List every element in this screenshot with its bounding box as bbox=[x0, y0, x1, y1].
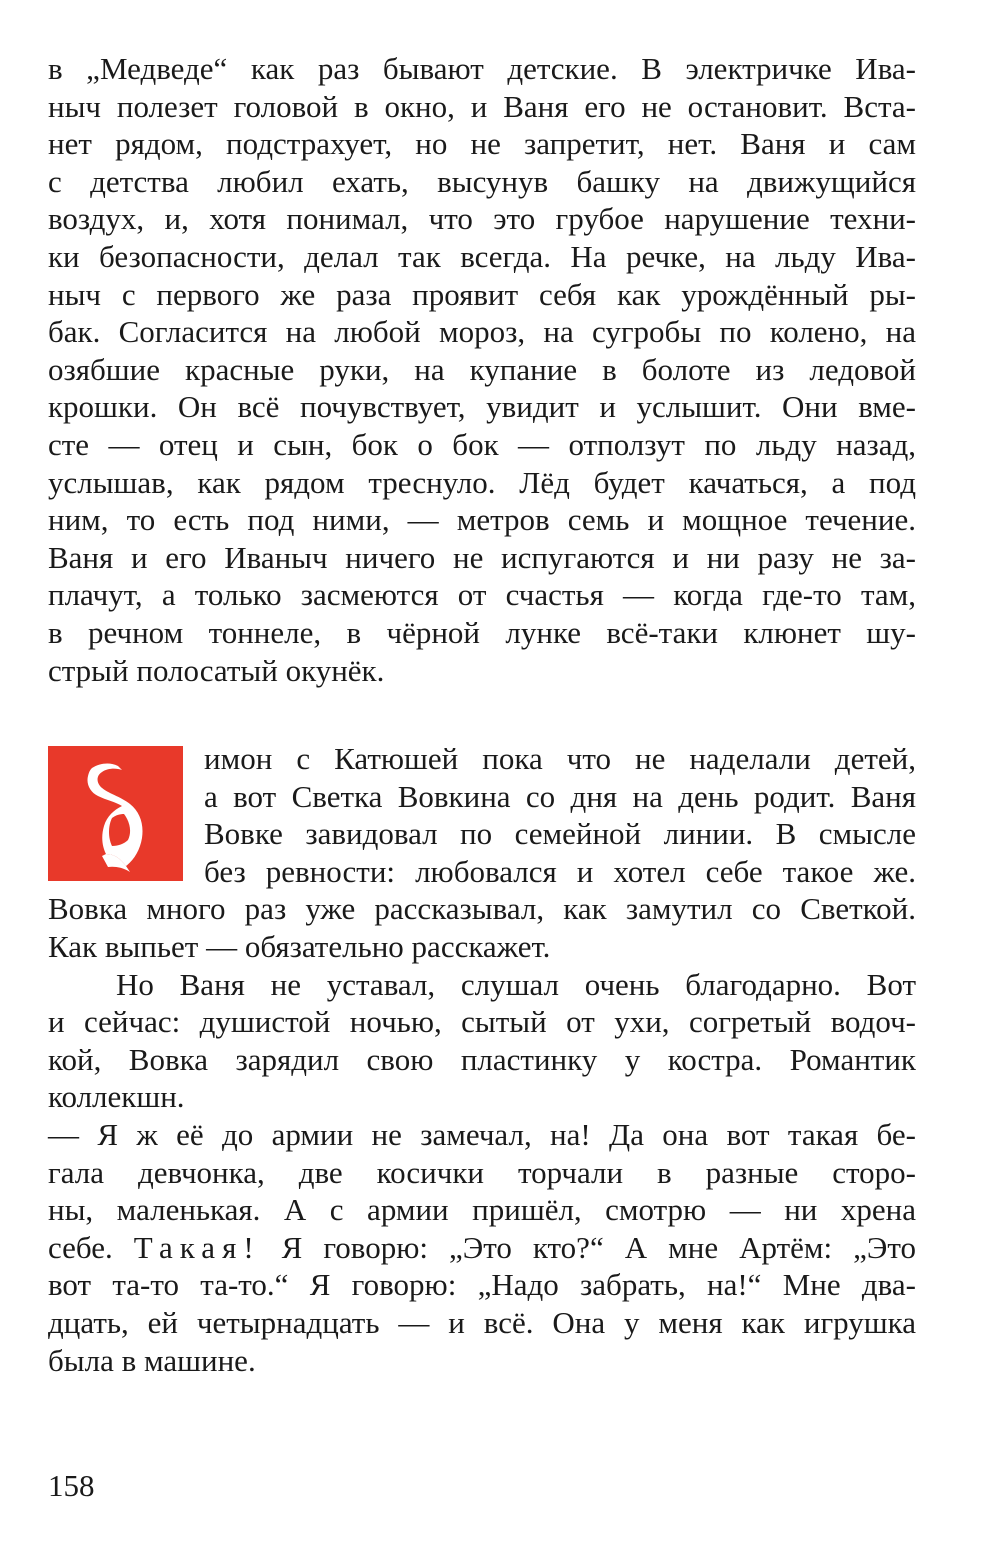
text-line: в речном тоннеле, в чёрной лунке всё-таки клюнет шу- bbox=[48, 614, 916, 650]
text-line: имон с Катюшей пока что не наделали детей, bbox=[204, 741, 916, 776]
text-line: воздух, и, хотя понимал, что это грубое нарушение техни- bbox=[48, 201, 916, 237]
spaced-emphasis-word: Такая! bbox=[133, 1229, 261, 1265]
text-line: коллекшн. bbox=[48, 1079, 185, 1115]
text-line: Как выпьет — обязательно расскажет. bbox=[48, 928, 551, 964]
text-line: дцать, ей четырнадцать — и всё. Она у меня как игрушка bbox=[48, 1304, 916, 1340]
text-fragment: Я говорю: „Это кто?“ А мне Артём: „Это bbox=[260, 1229, 916, 1265]
text-line: с детства любил ехать, высунув башку на движущийся bbox=[48, 163, 916, 199]
text-line: ныч с первого же раза проявит себя как урождённый ры- bbox=[48, 276, 916, 312]
text-line: Ваня и его Иваныч ничего не испугаются и ни разу не за- bbox=[48, 539, 916, 575]
text-fragment: себе. bbox=[48, 1229, 134, 1265]
text-line: гала девчонка, две косички торчали в разные сторо- bbox=[48, 1154, 916, 1190]
text-line: бак. Согласится на любой мороз, на сугробы по колено, на bbox=[48, 314, 916, 350]
text-block-top bbox=[48, 50, 916, 689]
text-line: плачут, а только засмеются от счастья — когда где-то там, bbox=[48, 577, 916, 613]
dropcap-d bbox=[48, 746, 183, 881]
text-line: а вот Светка Вовкина со дня на день родит. Ваня bbox=[204, 778, 916, 814]
text-line: стрый полосатый окунёк. bbox=[48, 652, 385, 688]
dropcap-letter-icon bbox=[48, 746, 183, 881]
page-number: 158 bbox=[48, 1468, 95, 1503]
text-line: озябшие красные руки, на купание в болоте из ледовой bbox=[48, 351, 916, 387]
text-line: в „Медведе“ как раз бывают детские. В электричке Ива- bbox=[48, 51, 916, 86]
text-line: ны, маленькая. А с армии пришёл, смотрю — ни хрена bbox=[48, 1192, 916, 1228]
text-line: без ревности: любовался и хотел себе такое же. bbox=[204, 853, 916, 889]
text-line: ки безопасности, делал так всегда. На речке, на льду Ива- bbox=[48, 238, 916, 274]
text-line: ним, то есть под ними, — метров семь и мощное течение. bbox=[48, 502, 916, 538]
text-line: ныч полезет головой в окно, и Ваня его не остановит. Вста- bbox=[48, 88, 916, 124]
text-line: и сейчас: душистой ночью, сытый от ухи, согретый водоч- bbox=[48, 1004, 916, 1040]
text-line: Вовке завидовал по семейной линии. В смысле bbox=[204, 816, 916, 852]
text-block-bottom bbox=[48, 740, 916, 1379]
text-line: вот та-то та-то.“ Я говорю: „Надо забрать, на!“ Мне два- bbox=[48, 1267, 916, 1303]
paragraph-ivanych bbox=[48, 50, 916, 689]
text-line: нет рядом, подстрахует, но не запретит, нет. Ваня и сам bbox=[48, 126, 916, 162]
text-line: услышав, как рядом треснуло. Лёд будет качаться, а под bbox=[48, 464, 916, 500]
text-line: была в машине. bbox=[48, 1342, 256, 1378]
text-line: — Я ж её до армии не замечал, на! Да она вот такая бе- bbox=[48, 1116, 916, 1152]
text-line: сте — отец и сын, бок о бок — отползут по льду назад, bbox=[48, 426, 916, 462]
text-line: Вовка много раз уже рассказывал, как замутил со Светкой. bbox=[48, 891, 916, 927]
text-line: Но Ваня не уставал, слушал очень благодарно. Вот bbox=[116, 966, 916, 1002]
paragraph-vanya bbox=[48, 966, 916, 1116]
text-line: кой, Вовка зарядил свою пластинку у костра. Романтик bbox=[48, 1041, 916, 1077]
text-line-with-spaced-word bbox=[48, 1229, 916, 1267]
paragraph-dialogue bbox=[48, 1116, 916, 1379]
text-line: крошки. Он всё почувствует, увидит и услышит. Они вме- bbox=[48, 389, 916, 425]
